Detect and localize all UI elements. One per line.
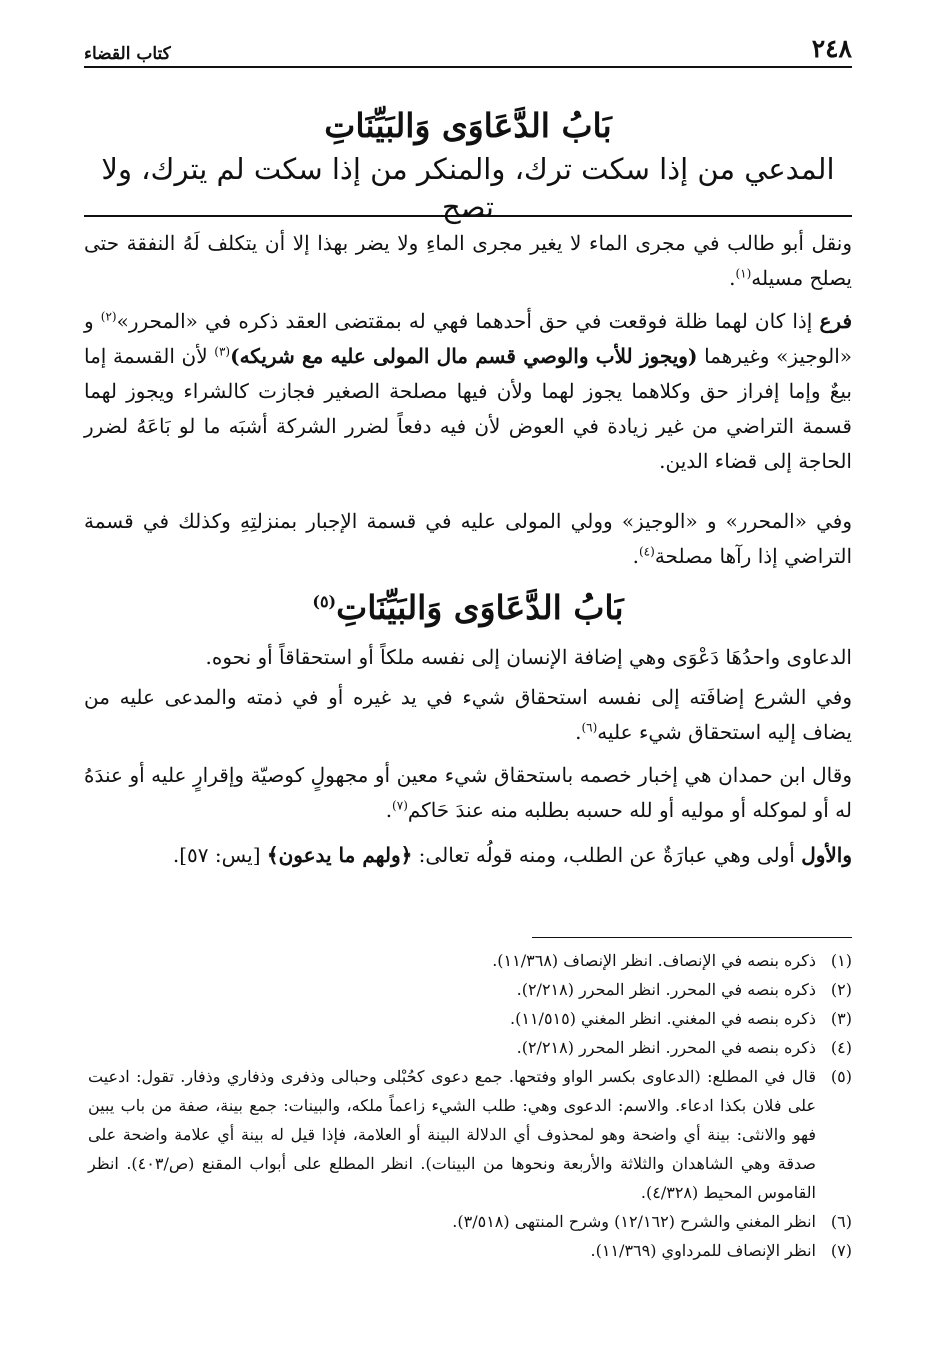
quran-verse: ﴿ولهم ما يدعون﴾ bbox=[266, 843, 413, 867]
footnote-text: انظر الإنصاف للمرداوي (١١/٣٦٩). bbox=[590, 1241, 816, 1260]
paragraph-end: . bbox=[575, 720, 582, 744]
paragraph-7 bbox=[84, 838, 852, 873]
footnote-number: (١) bbox=[830, 951, 852, 970]
footnote-text: ذكره بنصه في المغني. انظر المغني (١١/٥١٥). bbox=[510, 1009, 816, 1028]
footnote bbox=[88, 975, 852, 1004]
footnote-number: (٧) bbox=[830, 1241, 852, 1260]
footnote bbox=[88, 946, 852, 975]
chapter-heading: بَابُ الدَّعَاوَى وَالبَيِّنَاتِ bbox=[324, 106, 612, 145]
running-header bbox=[84, 34, 852, 70]
footnote-ref: (٤) bbox=[638, 544, 655, 559]
paragraph-text: أولى وهي عبارَةٌ عن الطلب، ومنه قولُه تعالى: bbox=[412, 843, 802, 867]
paragraph-1 bbox=[84, 226, 852, 296]
footnote-text: ذكره بنصه في الإنصاف. انظر الإنصاف (١١/٣٦٨). bbox=[492, 951, 816, 970]
paragraph-text: الدعاوى واحدُهَا دَعْوَى وهي إضافة الإنسان إلى نفسه ملكاً أو استحقاقاً أو نحوه. bbox=[205, 645, 852, 669]
paragraph-2 bbox=[84, 304, 852, 479]
header-rule bbox=[84, 66, 852, 68]
footnote bbox=[88, 1004, 852, 1033]
footnote-number: (٦) bbox=[830, 1212, 852, 1231]
section-heading bbox=[84, 588, 852, 628]
paragraph-text: وقال ابن حمدان هي إخبار خصمه باستحقاق شيء معين أو مجهولٍ كوصيّة وإقرارٍ عليه أو عندَهُ له أو لموكله أو موليه أو لله حسبه بطلبه منه عندَ حَاكم bbox=[84, 763, 852, 822]
subtitle-rule bbox=[84, 215, 852, 217]
footnote-number: (٢) bbox=[830, 980, 852, 999]
paragraph-6 bbox=[84, 758, 852, 828]
footnote bbox=[88, 1062, 852, 1207]
section-heading-text: بَابُ الدَّعَاوَى وَالبَيِّنَاتِ bbox=[336, 588, 624, 627]
paragraph-text: لأن القسمة إما بيعٌ وإما إفراز حق وكلاهما يجوز لهما ولأن فيها مصلحة الصغير فجازت كالشراء ويجوز لهما قسمة التراضي من غير زيادة في العوض لأن فيه دفعاً لضرر الشركة أشبَه ما لو بَاعَهُ لضرر الحاجة إلى قضاء الدين. bbox=[84, 344, 852, 473]
footnote-ref: (١) bbox=[735, 266, 752, 281]
footnote bbox=[88, 1236, 852, 1265]
paragraph-text: ونقل أبو طالب في مجرى الماء لا يغير مجرى الماءِ ولا يضر بهذا إلا أن يتكلف لَهُ النفقة حتى يصلح مسيله bbox=[84, 231, 852, 290]
paragraph-4 bbox=[84, 640, 852, 675]
paragraph-text: وفي الشرع إضافَته إلى نفسه استحقاق شيء في يد غيره أو في ذمته والمدعى عليه من يضاف إليه استحقاق شيء عليه bbox=[84, 685, 852, 744]
chapter-subtitle: المدعي من إذا سكت ترك، والمنكر من إذا سكت لم يترك، ولا تصح bbox=[101, 152, 835, 224]
bold-term: والأول bbox=[801, 843, 852, 867]
footnote-rule bbox=[532, 937, 852, 938]
footnote bbox=[88, 1033, 852, 1062]
footnote bbox=[88, 1207, 852, 1236]
footnote-ref: (٢) bbox=[100, 309, 117, 324]
footnotes bbox=[88, 946, 852, 1265]
page-number: ٢٤٨ bbox=[811, 34, 852, 63]
footnote-ref: (٦) bbox=[581, 720, 598, 735]
footnote-text: ذكره بنصه في المحرر. انظر المحرر (٢/٢١٨). bbox=[516, 980, 816, 999]
paragraph-end: . bbox=[729, 266, 736, 290]
paragraph-5 bbox=[84, 680, 852, 750]
footnote-text: انظر المغني والشرح (١٢/١٦٢) وشرح المنتهى (٣/٥١٨). bbox=[452, 1212, 816, 1231]
paragraph-end: . bbox=[385, 798, 393, 822]
verse-citation: [يس: ٥٧]. bbox=[172, 843, 267, 867]
paragraph-end: . bbox=[632, 544, 639, 568]
paragraph-text: وفي «المحرر» و «الوجيز» وولي المولى عليه في قسمة الإجبار بمنزلتِهِ وكذلك في قسمة التراضي إذا رآها مصلحة bbox=[84, 509, 852, 568]
bold-term: فرع bbox=[819, 309, 853, 333]
paragraph-text: إذا كان لهما ظلة فوقعت في حق أحدهما فهي له بمقتضى العقد ذكره في «المحرر» bbox=[116, 309, 820, 333]
matn-text: (ويجوز للأب والوصي قسم مال المولى عليه مع شريكه) bbox=[230, 344, 698, 368]
book-title: كتاب القضاء bbox=[84, 44, 171, 64]
footnote-ref: (٥) bbox=[312, 592, 337, 611]
footnote-text: ذكره بنصه في المحرر. انظر المحرر (٢/٢١٨). bbox=[516, 1038, 816, 1057]
paragraph-text: و «الوجيز» وغيرهما bbox=[84, 309, 852, 368]
paragraph-3 bbox=[84, 504, 852, 574]
footnote-ref: (٧) bbox=[392, 798, 408, 813]
footnote-number: (٣) bbox=[830, 1009, 852, 1028]
footnote-text: قال في المطلع: (الدعاوى بكسر الواو وفتحها. جمع دعوى كحُبْلى وحبالى وذفرى وذفاري وذفار. تقول: ادعيت على فلان بكذا ادعاء. والاسم: الدعوى وهي: طلب الشيء زاعماً ملكه، والبينات: جمع بينة، صفة من باب يبين فهو والانثى: بينة أي واضحة وهو لمحذوف أي الدلالة البينة أو العلامة، فإذا قيل له بينة أي علامة واضحة على صدقة وهي الشاهدان والثلاثة والأربعة ونحوها من البينات). انظر المطلع على أبواب المقنع (ص/٤٠٣). انظر القاموس المحيط (٤/٣٢٨). bbox=[88, 1067, 817, 1202]
footnote-ref: (٣) bbox=[214, 344, 231, 359]
footnote-number: (٤) bbox=[830, 1038, 852, 1057]
footnote-number: (٥) bbox=[830, 1067, 852, 1086]
